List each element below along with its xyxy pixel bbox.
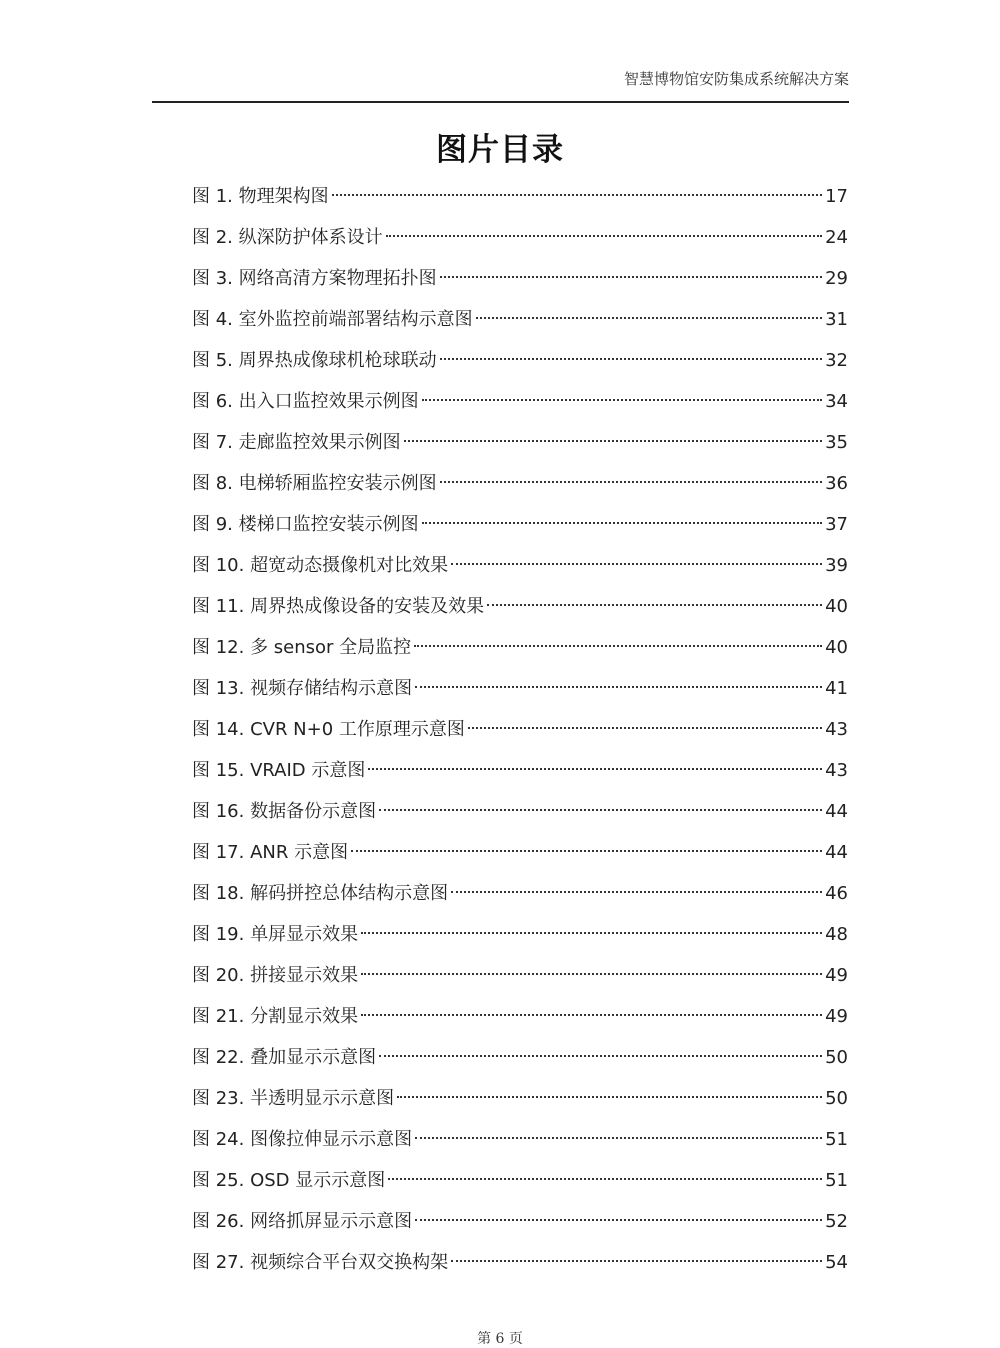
dot-leader xyxy=(451,1260,822,1262)
toc-entry-page-number: 50 xyxy=(825,1047,848,1068)
dot-leader xyxy=(440,358,822,360)
dot-leader xyxy=(468,727,822,729)
dot-leader xyxy=(368,768,822,770)
toc-entry-page-number: 37 xyxy=(825,514,848,535)
toc-entry[interactable] xyxy=(192,258,848,299)
toc-entry-page-number: 36 xyxy=(825,473,848,494)
toc-entry[interactable] xyxy=(192,914,848,955)
page-title: 图片目录 xyxy=(436,132,564,168)
dot-leader xyxy=(451,563,822,565)
toc-entry-page-number: 46 xyxy=(825,883,848,904)
toc-entry-label: 图 8. 电梯轿厢监控安装示例图 xyxy=(192,473,437,494)
dot-leader xyxy=(351,850,822,852)
toc-entry-page-number: 40 xyxy=(825,637,848,658)
toc-entry-page-number: 31 xyxy=(825,309,848,330)
toc-entry-page-number: 32 xyxy=(825,350,848,371)
toc-entry-page-number: 24 xyxy=(825,227,848,248)
running-header: 智慧博物馆安防集成系统解决方案 xyxy=(623,70,849,88)
toc-entry[interactable] xyxy=(192,463,848,504)
toc-entry-label: 图 16. 数据备份示意图 xyxy=(192,801,377,822)
dot-leader xyxy=(379,809,822,811)
dot-leader xyxy=(361,973,822,975)
toc-entry-label: 图 7. 走廊监控效果示例图 xyxy=(192,432,401,453)
toc-entry-page-number: 51 xyxy=(825,1129,848,1150)
dot-leader xyxy=(414,645,822,647)
toc-entry-page-number: 29 xyxy=(825,268,848,289)
dot-leader xyxy=(440,481,822,483)
toc-entry[interactable] xyxy=(192,586,848,627)
toc-entry-page-number: 48 xyxy=(825,924,848,945)
toc-entry[interactable] xyxy=(192,1201,848,1242)
toc-entry[interactable] xyxy=(192,1078,848,1119)
toc-entry-label: 图 18. 解码拼控总体结构示意图 xyxy=(192,883,449,904)
toc-entry-label: 图 6. 出入口监控效果示例图 xyxy=(192,391,419,412)
toc-entry-page-number: 39 xyxy=(825,555,848,576)
toc-entry[interactable] xyxy=(192,504,848,545)
toc-entry[interactable] xyxy=(192,217,848,258)
toc-entry-label: 图 10. 超宽动态摄像机对比效果 xyxy=(192,555,449,576)
dot-leader xyxy=(415,1219,822,1221)
toc-entry[interactable] xyxy=(192,709,848,750)
dot-leader xyxy=(388,1178,822,1180)
dot-leader xyxy=(476,317,822,319)
dot-leader xyxy=(397,1096,822,1098)
toc-entry-page-number: 54 xyxy=(825,1252,848,1273)
toc-entry[interactable] xyxy=(192,545,848,586)
toc-entry-label: 图 27. 视频综合平台双交换构架 xyxy=(192,1252,449,1273)
toc-entry-label: 图 26. 网络抓屏显示示意图 xyxy=(192,1211,413,1232)
dot-leader xyxy=(440,276,822,278)
toc-entry-label: 图 23. 半透明显示示意图 xyxy=(192,1088,395,1109)
dot-leader xyxy=(386,235,822,237)
toc-entry[interactable] xyxy=(192,791,848,832)
toc-entry-page-number: 52 xyxy=(825,1211,848,1232)
dot-leader xyxy=(332,194,822,196)
page-number: 第 6 页 xyxy=(477,1331,523,1347)
toc-entry[interactable] xyxy=(192,1119,848,1160)
dot-leader xyxy=(451,891,822,893)
toc-entry-page-number: 34 xyxy=(825,391,848,412)
toc-entry-label: 图 9. 楼梯口监控安装示例图 xyxy=(192,514,419,535)
figure-list xyxy=(192,176,848,1283)
toc-entry[interactable] xyxy=(192,832,848,873)
toc-entry-label: 图 17. ANR 示意图 xyxy=(192,842,349,863)
toc-entry-label: 图 13. 视频存储结构示意图 xyxy=(192,678,413,699)
toc-entry[interactable] xyxy=(192,299,848,340)
toc-entry[interactable] xyxy=(192,1242,848,1283)
toc-entry-label: 图 11. 周界热成像设备的安装及效果 xyxy=(192,596,485,617)
dot-leader xyxy=(415,1137,822,1139)
toc-entry-page-number: 17 xyxy=(825,186,848,207)
toc-entry-label: 图 25. OSD 显示示意图 xyxy=(192,1170,386,1191)
toc-entry[interactable] xyxy=(192,1037,848,1078)
toc-entry[interactable] xyxy=(192,340,848,381)
toc-entry-label: 图 2. 纵深防护体系设计 xyxy=(192,227,383,248)
dot-leader xyxy=(422,399,822,401)
header-divider xyxy=(152,101,849,103)
toc-entry[interactable] xyxy=(192,1160,848,1201)
toc-entry[interactable] xyxy=(192,668,848,709)
toc-entry-label: 图 3. 网络高清方案物理拓扑图 xyxy=(192,268,437,289)
toc-entry-page-number: 44 xyxy=(825,801,848,822)
dot-leader xyxy=(361,1014,822,1016)
toc-entry-page-number: 49 xyxy=(825,1006,848,1027)
toc-entry-label: 图 19. 单屏显示效果 xyxy=(192,924,359,945)
dot-leader xyxy=(415,686,822,688)
toc-entry-page-number: 43 xyxy=(825,760,848,781)
toc-entry-label: 图 1. 物理架构图 xyxy=(192,186,329,207)
toc-entry[interactable] xyxy=(192,381,848,422)
toc-entry[interactable] xyxy=(192,873,848,914)
dot-leader xyxy=(422,522,822,524)
dot-leader xyxy=(379,1055,822,1057)
toc-entry-page-number: 35 xyxy=(825,432,848,453)
toc-entry[interactable] xyxy=(192,955,848,996)
toc-entry-page-number: 44 xyxy=(825,842,848,863)
toc-entry[interactable] xyxy=(192,422,848,463)
toc-entry-page-number: 41 xyxy=(825,678,848,699)
toc-entry-page-number: 51 xyxy=(825,1170,848,1191)
toc-entry-label: 图 12. 多 sensor 全局监控 xyxy=(192,637,412,658)
toc-entry-label: 图 21. 分割显示效果 xyxy=(192,1006,359,1027)
dot-leader xyxy=(404,440,822,442)
toc-entry[interactable] xyxy=(192,996,848,1037)
dot-leader xyxy=(361,932,822,934)
toc-entry[interactable] xyxy=(192,627,848,668)
toc-entry[interactable] xyxy=(192,750,848,791)
toc-entry-label: 图 22. 叠加显示示意图 xyxy=(192,1047,377,1068)
toc-entry-label: 图 4. 室外监控前端部署结构示意图 xyxy=(192,309,473,330)
toc-entry[interactable] xyxy=(192,176,848,217)
toc-entry-label: 图 20. 拼接显示效果 xyxy=(192,965,359,986)
toc-entry-label: 图 14. CVR N+0 工作原理示意图 xyxy=(192,719,465,740)
dot-leader xyxy=(487,604,822,606)
toc-entry-label: 图 15. VRAID 示意图 xyxy=(192,760,366,781)
toc-entry-page-number: 49 xyxy=(825,965,848,986)
toc-entry-page-number: 43 xyxy=(825,719,848,740)
toc-entry-label: 图 5. 周界热成像球机枪球联动 xyxy=(192,350,437,371)
toc-entry-page-number: 40 xyxy=(825,596,848,617)
toc-entry-page-number: 50 xyxy=(825,1088,848,1109)
toc-entry-label: 图 24. 图像拉伸显示示意图 xyxy=(192,1129,413,1150)
